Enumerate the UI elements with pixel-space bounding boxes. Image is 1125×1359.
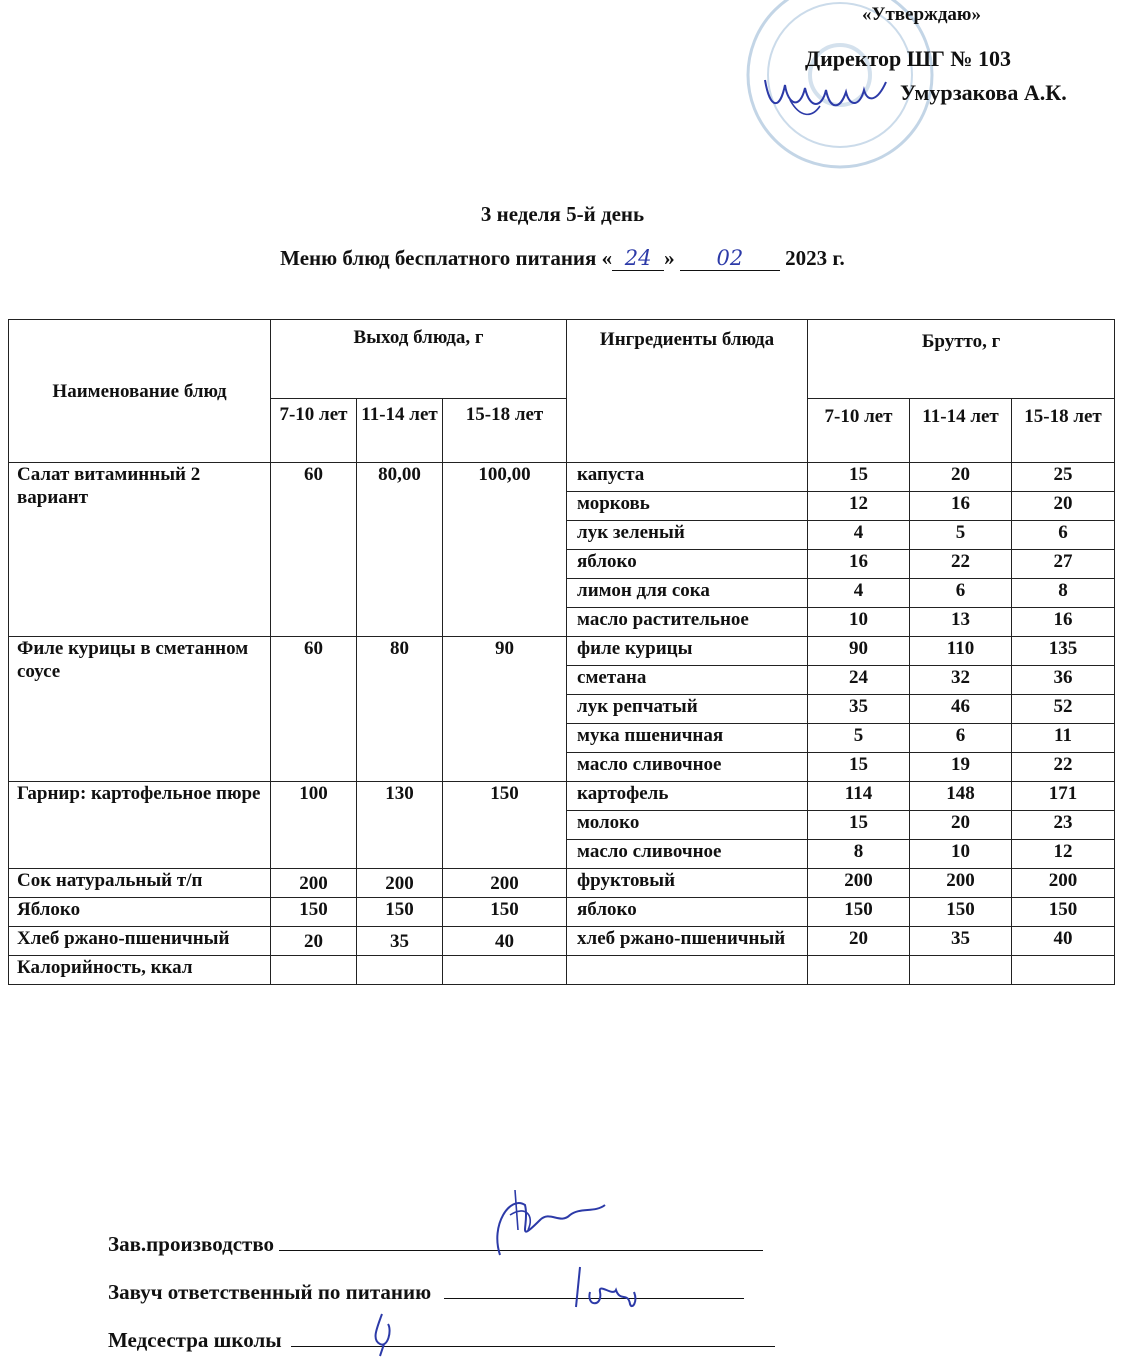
ingredient-brutto: 16 [1012,608,1115,637]
ingredient-name: капуста [567,463,808,492]
dish-yield: 60 [271,463,357,637]
calories-cell [567,956,808,985]
ingredient-brutto: 24 [808,666,910,695]
dish-name: Салат витаминный 2 вариант [9,463,271,637]
ingredient-brutto: 16 [910,492,1012,521]
ingredient-brutto: 11 [1012,724,1115,753]
ingredient-brutto: 6 [910,579,1012,608]
dish-yield: 20 [271,927,357,956]
signature-nutrition-label: Завуч ответственный по питанию [108,1280,432,1304]
dish-name: Яблоко [9,898,271,927]
ingredient-brutto: 148 [910,782,1012,811]
ingredient-brutto: 13 [910,608,1012,637]
table-row [9,463,1115,492]
ingredient-brutto: 135 [1012,637,1115,666]
header-brutto-age-15-18: 15-18 лет [1012,399,1115,463]
table-row [9,869,1115,898]
ingredient-brutto: 27 [1012,550,1115,579]
director-signature-icon [760,70,890,120]
ingredient-brutto: 20 [1012,492,1115,521]
ingredient-brutto: 20 [910,463,1012,492]
nutrition-signature-icon [568,1262,648,1312]
header-brutto-age-7-10: 7-10 лет [808,399,910,463]
ingredient-brutto: 15 [808,811,910,840]
ingredient-brutto: 4 [808,579,910,608]
ingredient-name: масло сливочное [567,840,808,869]
signature-production [108,1228,763,1257]
ingredient-name: лук репчатый [567,695,808,724]
ingredient-brutto: 4 [808,521,910,550]
ingredient-brutto: 52 [1012,695,1115,724]
ingredient-name: сметана [567,666,808,695]
ingredient-brutto: 25 [1012,463,1115,492]
ingredient-brutto: 6 [910,724,1012,753]
dish-yield: 40 [443,927,567,956]
menu-day: 24 [612,246,664,271]
table-row [9,637,1115,666]
table-row [9,898,1115,927]
director-title: Директор ШГ № 103 [805,46,1012,71]
production-signature-icon [470,1185,610,1265]
ingredient-brutto: 20 [808,927,910,956]
ingredient-brutto: 36 [1012,666,1115,695]
ingredient-brutto: 22 [910,550,1012,579]
header-ingredients: Ингредиенты блюда [567,320,808,463]
dish-name: Хлеб ржано-пшеничный [9,927,271,956]
approval-title: «Утверждаю» [862,4,981,25]
calories-cell [910,956,1012,985]
ingredient-brutto: 5 [808,724,910,753]
ingredient-name: картофель [567,782,808,811]
dish-yield: 150 [443,898,567,927]
ingredient-brutto: 171 [1012,782,1115,811]
ingredient-brutto: 15 [808,463,910,492]
ingredient-name: молоко [567,811,808,840]
ingredient-brutto: 10 [910,840,1012,869]
header-yield-age-11-14: 11-14 лет [357,399,443,463]
table-header-row [9,320,1115,399]
ingredient-brutto: 12 [808,492,910,521]
ingredient-brutto: 10 [808,608,910,637]
ingredient-brutto: 114 [808,782,910,811]
ingredient-brutto: 35 [910,927,1012,956]
menu-month: 02 [680,246,780,271]
ingredient-brutto: 200 [808,869,910,898]
ingredient-brutto: 8 [808,840,910,869]
dish-yield: 35 [357,927,443,956]
ingredient-name: морковь [567,492,808,521]
dish-yield: 130 [357,782,443,869]
calories-cell [443,956,567,985]
ingredient-brutto: 40 [1012,927,1115,956]
header-dish-name: Наименование блюд [9,320,271,463]
week-day-title: 3 неделя 5-й день [480,202,645,226]
table-row [9,927,1115,956]
menu-table [8,319,1115,985]
dish-yield: 90 [443,637,567,782]
ingredient-brutto: 200 [910,869,1012,898]
menu-title [0,246,1125,271]
header-brutto-age-11-14: 11-14 лет [910,399,1012,463]
dish-yield: 150 [357,898,443,927]
calories-cell [357,956,443,985]
calories-row [9,956,1115,985]
ingredient-brutto: 19 [910,753,1012,782]
ingredient-name: яблоко [567,550,808,579]
ingredient-brutto: 150 [808,898,910,927]
header-yield: Выход блюда, г [271,320,567,399]
ingredient-name: филе курицы [567,637,808,666]
calories-label: Калорийность, ккал [9,956,271,985]
dish-yield: 80,00 [357,463,443,637]
ingredient-brutto: 35 [808,695,910,724]
dish-name: Сок натуральный т/п [9,869,271,898]
approval-block [740,0,1125,120]
ingredient-brutto: 12 [1012,840,1115,869]
ingredient-name: лимон для сока [567,579,808,608]
dish-yield: 150 [443,782,567,869]
menu-title-prefix: Меню блюд бесплатного питания « [280,246,613,270]
signature-nutrition [108,1276,744,1305]
ingredient-brutto: 15 [808,753,910,782]
ingredient-brutto: 46 [910,695,1012,724]
dish-yield: 200 [357,869,443,898]
dish-yield: 200 [443,869,567,898]
ingredient-name: фруктовый [567,869,808,898]
header-yield-age-7-10: 7-10 лет [271,399,357,463]
dish-yield: 80 [357,637,443,782]
ingredient-name: лук зеленый [567,521,808,550]
ingredient-name: масло сливочное [567,753,808,782]
ingredient-brutto: 5 [910,521,1012,550]
calories-cell [808,956,910,985]
ingredient-brutto: 90 [808,637,910,666]
ingredient-brutto: 150 [910,898,1012,927]
ingredient-name: мука пшеничная [567,724,808,753]
ingredient-brutto: 23 [1012,811,1115,840]
signature-nurse-label: Медсестра школы [108,1328,282,1352]
menu-quote-close: » [664,246,675,270]
dish-yield: 100,00 [443,463,567,637]
ingredient-brutto: 6 [1012,521,1115,550]
ingredient-brutto: 110 [910,637,1012,666]
ingredient-brutto: 20 [910,811,1012,840]
director-name: Умурзакова А.К. [900,80,1067,105]
header-yield-age-15-18: 15-18 лет [443,399,567,463]
signature-nurse [108,1324,775,1353]
dish-name: Гарнир: картофельное пюре [9,782,271,869]
ingredient-name: хлеб ржано-пшеничный [567,927,808,956]
dish-yield: 60 [271,637,357,782]
ingredient-name: масло растительное [567,608,808,637]
dish-yield: 100 [271,782,357,869]
dish-name: Филе курицы в сметанном соусе [9,637,271,782]
table-row [9,782,1115,811]
ingredient-name: яблоко [567,898,808,927]
ingredient-brutto: 150 [1012,898,1115,927]
calories-cell [271,956,357,985]
calories-cell [1012,956,1115,985]
dish-yield: 150 [271,898,357,927]
ingredient-brutto: 32 [910,666,1012,695]
ingredient-brutto: 16 [808,550,910,579]
signature-production-label: Зав.производство [108,1232,275,1256]
menu-year: 2023 г. [785,246,845,270]
dish-yield: 200 [271,869,357,898]
ingredient-brutto: 8 [1012,579,1115,608]
ingredient-brutto: 22 [1012,753,1115,782]
ingredient-brutto: 200 [1012,869,1115,898]
nurse-signature-icon [362,1310,412,1358]
header-brutto: Брутто, г [808,320,1115,399]
